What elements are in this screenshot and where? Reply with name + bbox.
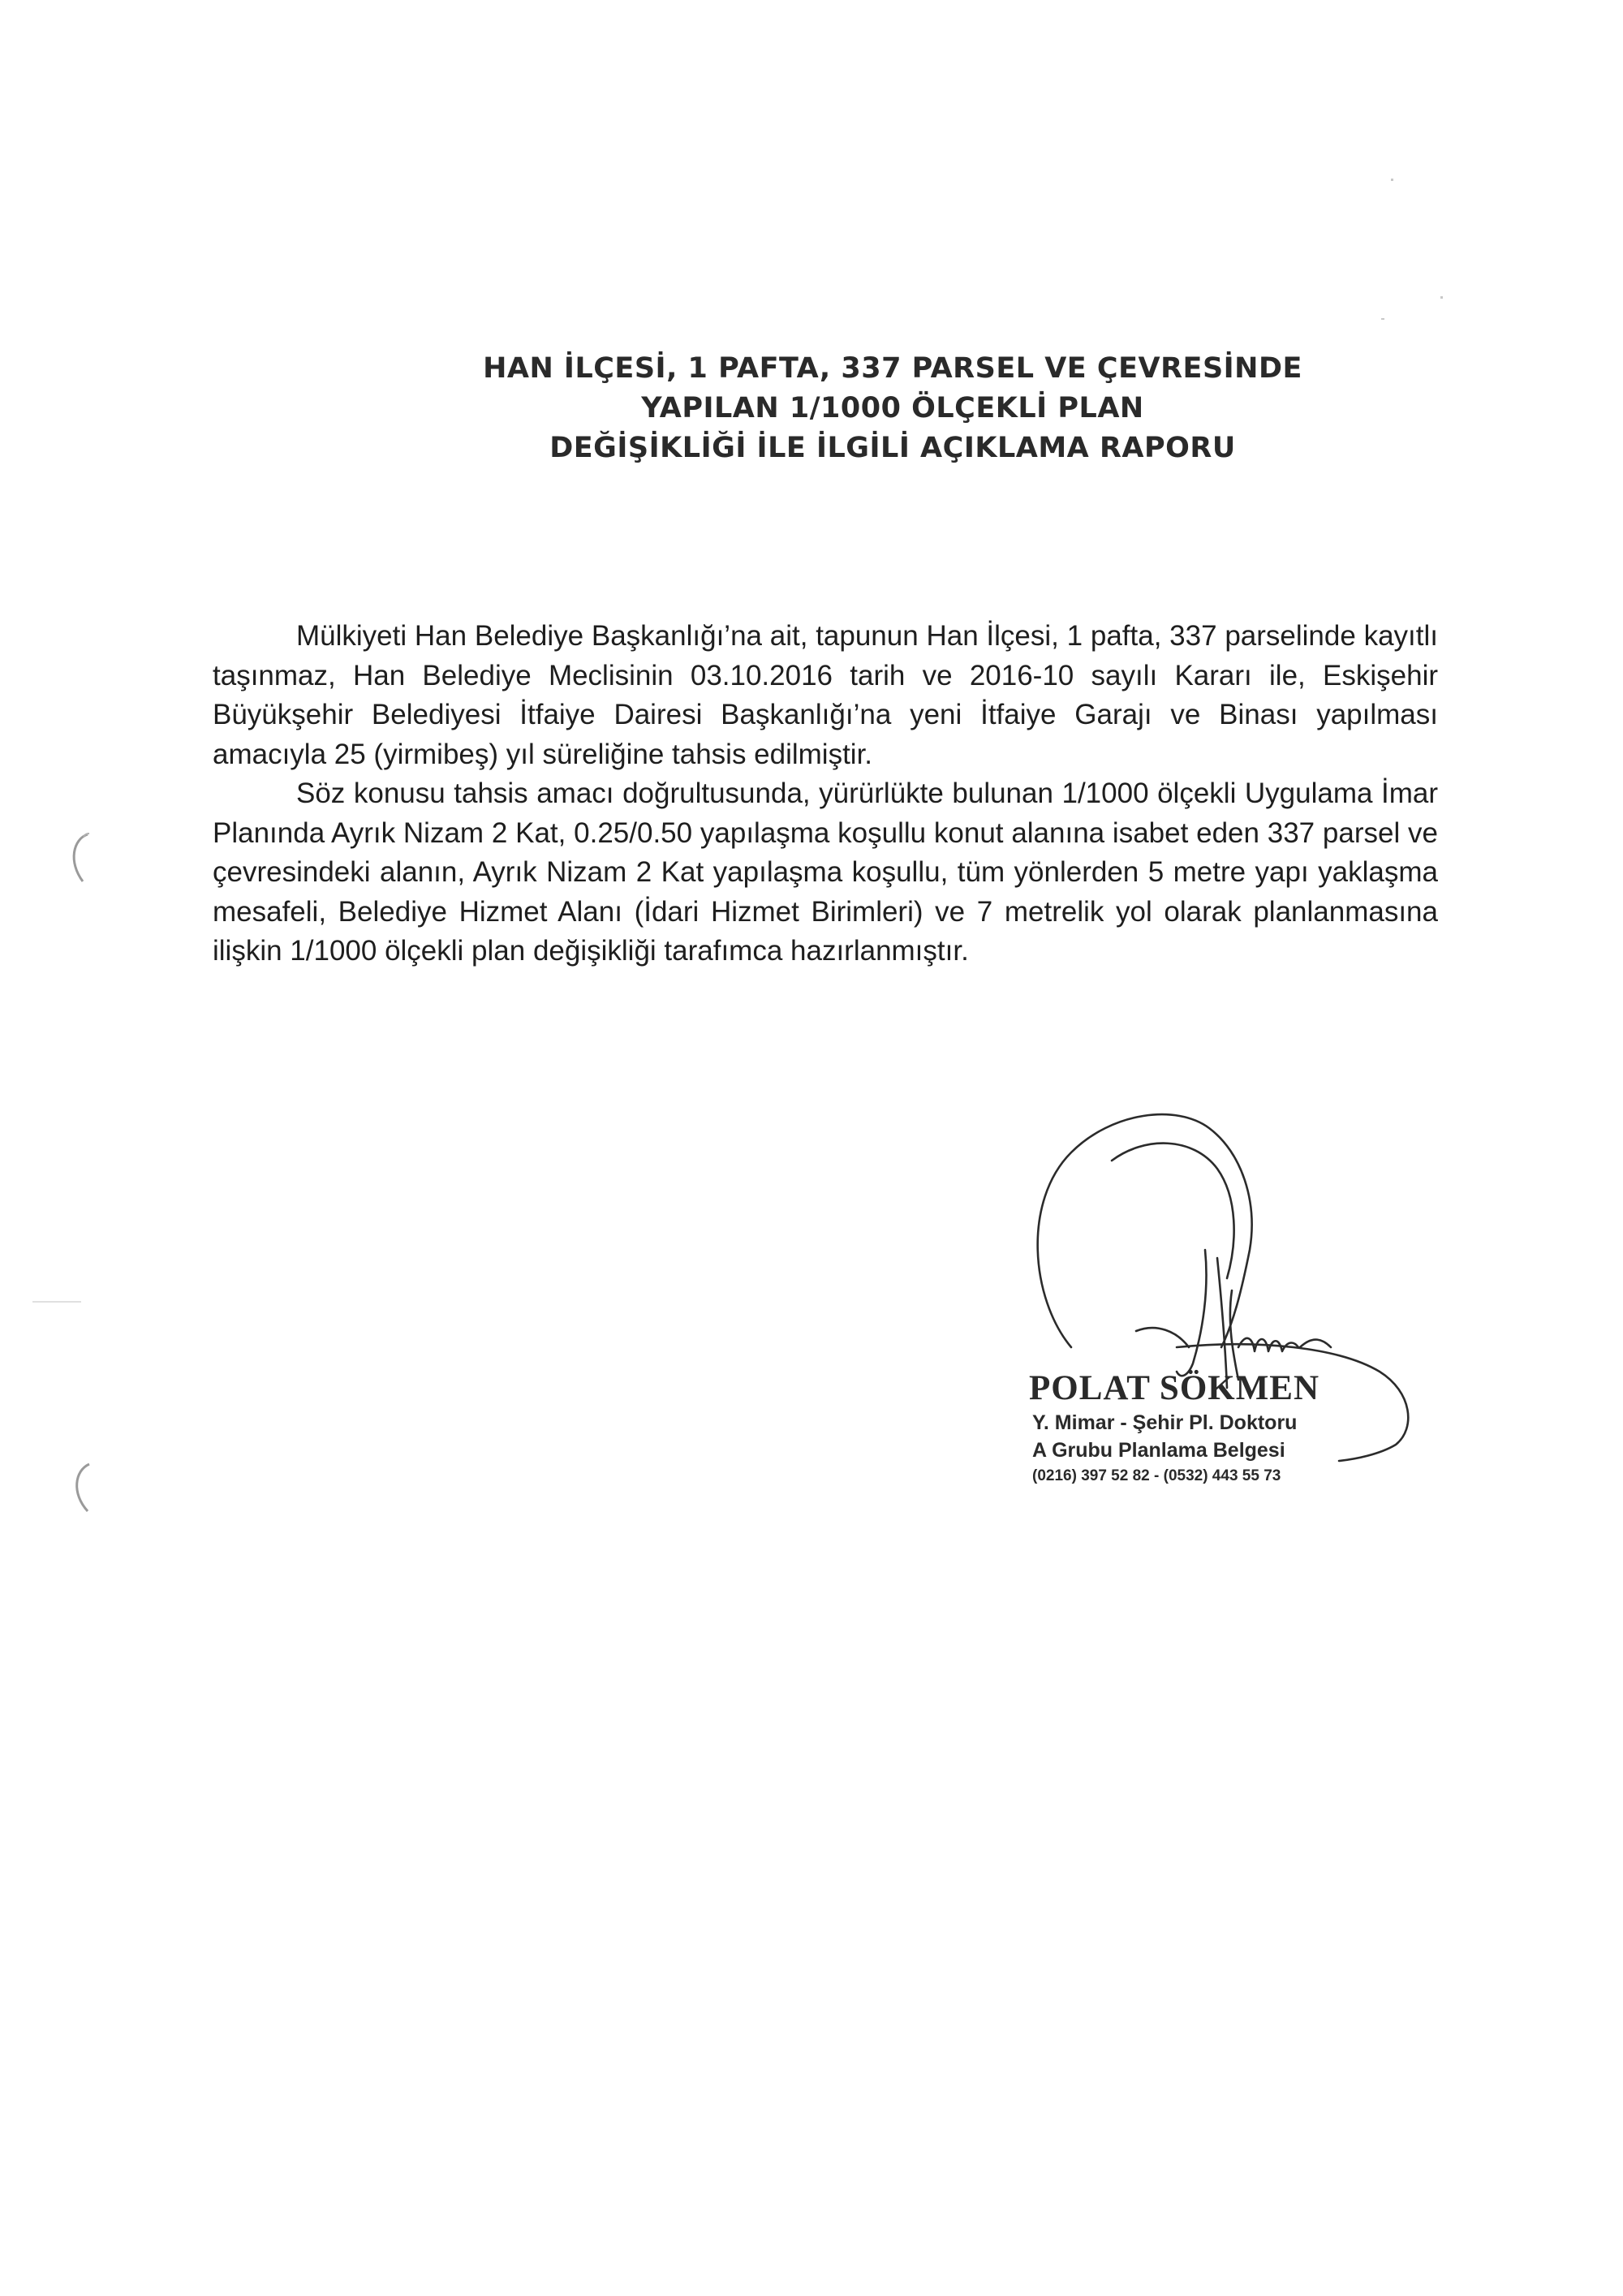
title-line: YAPILAN 1/1000 ÖLÇEKLİ PLAN [641,392,1144,424]
signature-stamp [1029,1368,1370,1488]
stamp-name: POLAT SÖKMEN [1029,1369,1320,1407]
scan-speck [1381,318,1384,320]
scan-speck [1391,179,1393,181]
report-title [227,349,1558,468]
stamp-title: Y. Mimar - Şehir Pl. Doktoru [1032,1411,1298,1434]
punch-hole-icon [63,829,96,886]
stamp-phones: (0216) 397 52 82 - (0532) 443 55 73 [1032,1467,1281,1484]
report-body [213,617,1438,971]
title-line: HAN İLÇESİ, 1 PAFTA, 337 PARSEL VE ÇEVRESİNDE [483,352,1302,385]
stamp-certificate: A Grubu Planlama Belgesi [1032,1439,1285,1462]
paragraph: Mülkiyeti Han Belediye Başkanlığı’na ait, tapunun Han İlçesi, 1 pafta, 337 parselinde kayıtlı taşınmaz, Han Belediye Meclisinin 03.10.2016 tarih ve 2016-10 sayılı Kararı ile, Eskişehir Büyükşehir Belediyesi İtfaiye Dairesi Başkanlığı’na yeni İtfaiye Garajı ve Binası yapılması amacıyla 25 (yirmibeş) yıl süreliğine tahsis edilmiştir. [213,620,1438,770]
paragraph: Söz konusu tahsis amacı doğrultusunda, yürürlükte bulunan 1/1000 ölçekli Uygulama İmar Planında Ayrık Nizam 2 Kat, 0.25/0.50 yapılaşma koşullu konut alanına isabet eden 337 parsel ve çevresindeki alanın, Ayrık Nizam 2 Kat yapılaşma koşullu, tüm yönlerden 5 metre yapı yaklaşma mesafeli, Belediye Hizmet Alanı (İdari Hizmet Birimleri) ve 7 metrelik yol olarak planlanmasına ilişkin 1/1000 ölçekli plan değişikliği tarafımca hazırlanmıştır. [213,778,1438,967]
punch-hole-icon [67,1459,99,1516]
scan-speck [32,1301,81,1303]
title-line: DEĞİŞİKLİĞİ İLE İLGİLİ AÇIKLAMA RAPORU [549,432,1236,464]
scan-speck [1440,296,1443,299]
